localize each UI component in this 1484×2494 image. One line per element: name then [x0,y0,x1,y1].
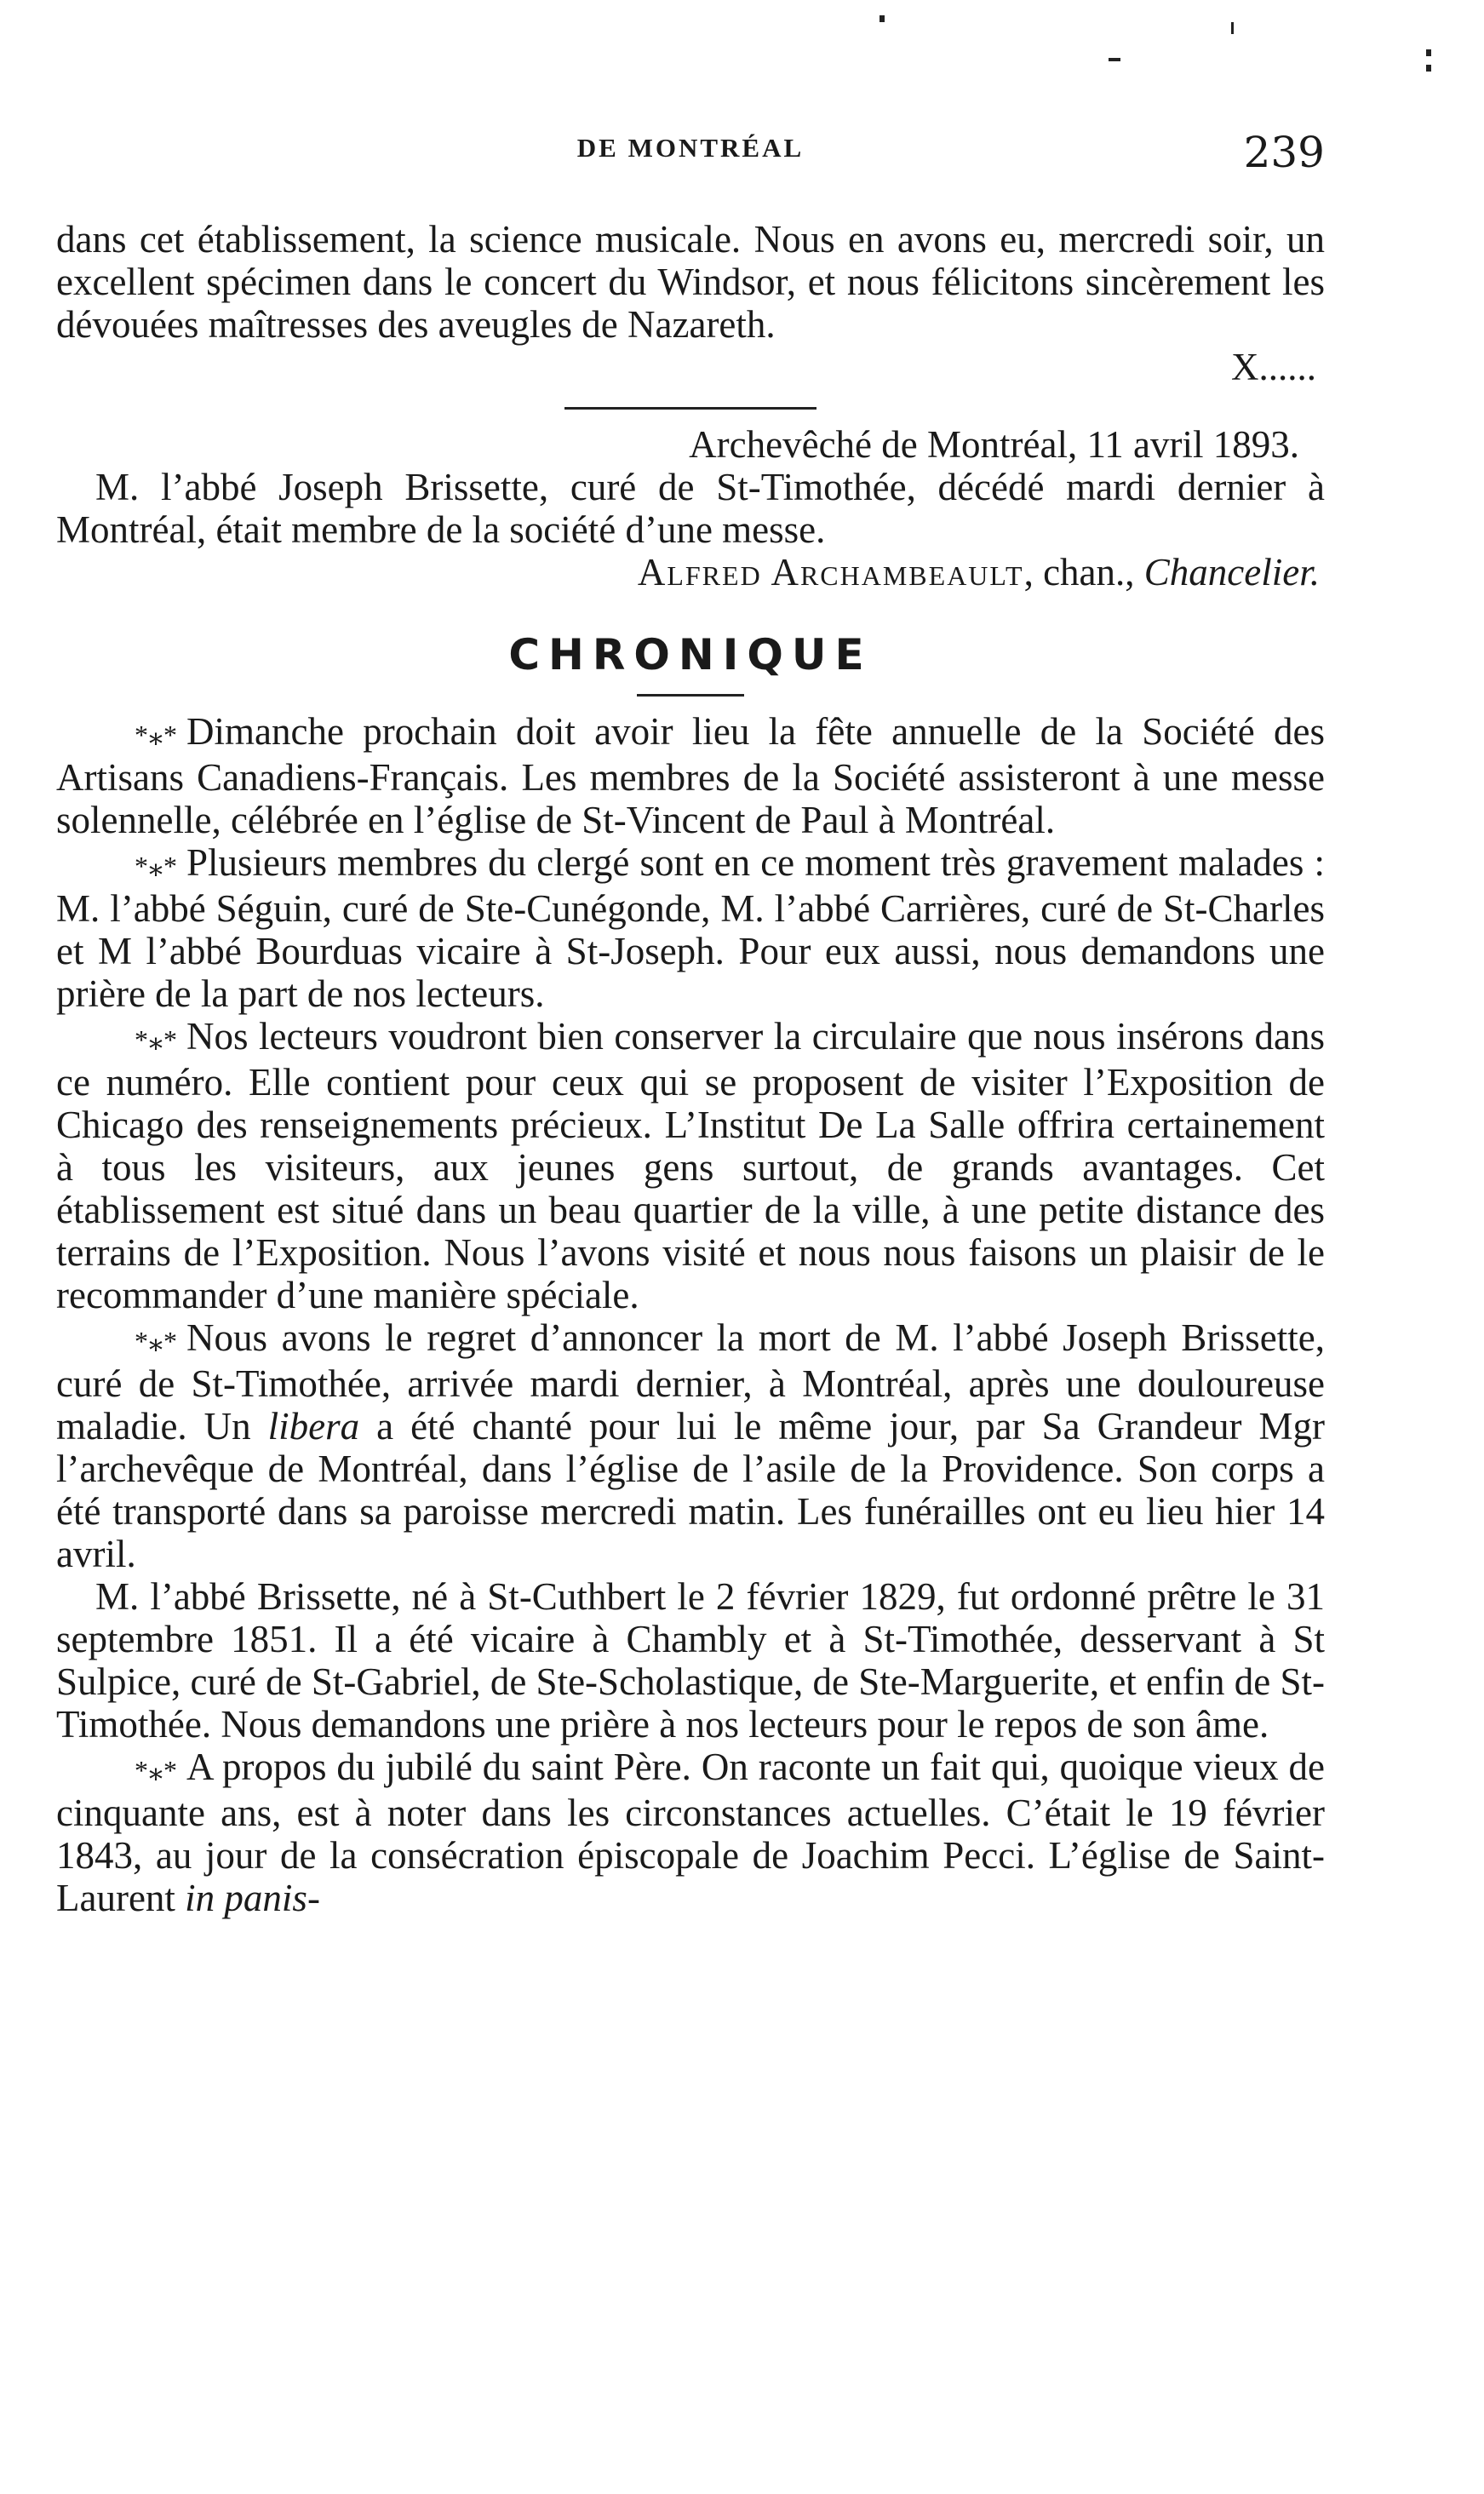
divider-rule [564,407,816,410]
asterism: *⁎* [135,720,178,750]
chronique-item [56,1746,1325,1919]
speck [880,15,885,22]
page-number: 239 [1243,128,1325,177]
item-text: Dimanche prochain doit avoir lieu la fête annuelle de la Société des Artisans Canadiens-Français. Les membres de la Société assisteront à une messe solennelle, célébrée en l’église de St-Vincent de Paul à Montréal. [56,710,1325,841]
speck [1426,49,1431,56]
asterism: *⁎* [135,851,178,881]
item-text: Nous avons le regret d’annoncer la mort de M. l’abbé Joseph Brissette, curé de St-Timothée, arrivée mardi dernier, à Montréal, après une douloureuse maladie. Un [56,1316,1325,1448]
item-italic: in panis- [185,1877,320,1919]
signer-title: , chan., [1023,551,1144,593]
chronique-item [56,841,1325,1015]
item-text: Nos lecteurs voudront bien conserver la circulaire que nous insérons dans ce numéro. Elle contient pour ceux qui se proposent de visiter l’Exposition de Chicago des renseignements précieux. L’Institut De La Salle offrira certainement à tous les visiteurs, aux jeunes gens surtout, de grands avantages. Cet établissement est situé dans un beau quartier de la ville, à une petite distance des terrains de l’Exposition. Nous l’avons visité et nous nous faisons un plaisir de le recommander d’une manière spéciale. [56,1015,1325,1316]
asterism: *⁎* [135,1024,178,1055]
page-header [56,128,1325,179]
item-text: a été chanté pour lui le même jour, par Sa Grandeur Mgr l’archevêque de Montréal, dans l’église de l’asile de la Providence. Son corps a été transporté dans sa paroisse mercredi matin. Les funérailles ont eu lieu hier 14 avril. [56,1405,1325,1575]
signer-name: Alfred Archambeault [637,551,1024,593]
speck [1231,22,1234,34]
chronique-item [56,1316,1325,1575]
asterism: *⁎* [135,1755,178,1786]
item-text: A propos du jubilé du saint Père. On raconte un fait qui, quoique vieux de cinquante ans, est à noter dans les circonstances actuelles. C’était le 19 février 1843, au jour de la consécration épiscopale de Joachim Pecci. L’église de Saint-Laurent [56,1746,1325,1919]
notice-signature: X...... [1231,346,1316,388]
title-rule [637,694,744,697]
chronique-followup: M. l’abbé Brissette, né à St-Cuthbert le 2 février 1829, fut ordonné prêtre le 31 septembre 1851. Il a été vicaire à Chambly et à St-Timothée, desservant à St Sulpice, curé de St-Gabriel, de Ste-Scholastique, de Ste-Marguerite, et enfin de St-Timothée. Nous demandons une prière à nos lecteurs pour le repos de son âme. [56,1575,1325,1746]
archeveche-signature [56,551,1325,593]
item-text: Plusieurs membres du clergé sont en ce moment très gravement malades : M. l’abbé Séguin, curé de Ste-Cunégonde, M. l’abbé Carrières, curé de St-Charles et M l’abbé Bourduas vicaire à St-Joseph. Pour eux aussi, nous demandons une prière de la part de nos lecteurs. [56,841,1325,1015]
item-italic: libera [267,1405,360,1448]
speck [1426,65,1431,72]
archeveche-dateline: Archevêché de Montréal, 11 avril 1893. [689,423,1299,466]
page-body [56,218,1325,1919]
chronique-item [56,710,1325,841]
archeveche-paragraph: M. l’abbé Joseph Brissette, curé de St-Timothée, décédé mardi dernier à Montréal, était membre de la société d’une messe. [56,466,1325,551]
notice-paragraph: dans cet établissement, la science musicale. Nous en avons eu, mercredi soir, un excellent spécimen dans le concert du Windsor, et nous félicitons sincèrement les dévouées maîtresses des aveugles de Nazareth. [56,218,1325,346]
running-head: DE MONTRÉAL [576,133,805,163]
asterism: *⁎* [135,1326,178,1356]
chronique-item [56,1015,1325,1316]
speck [1109,58,1120,61]
section-title: CHRONIQUE [508,630,873,679]
signer-role: Chancelier. [1143,551,1320,593]
